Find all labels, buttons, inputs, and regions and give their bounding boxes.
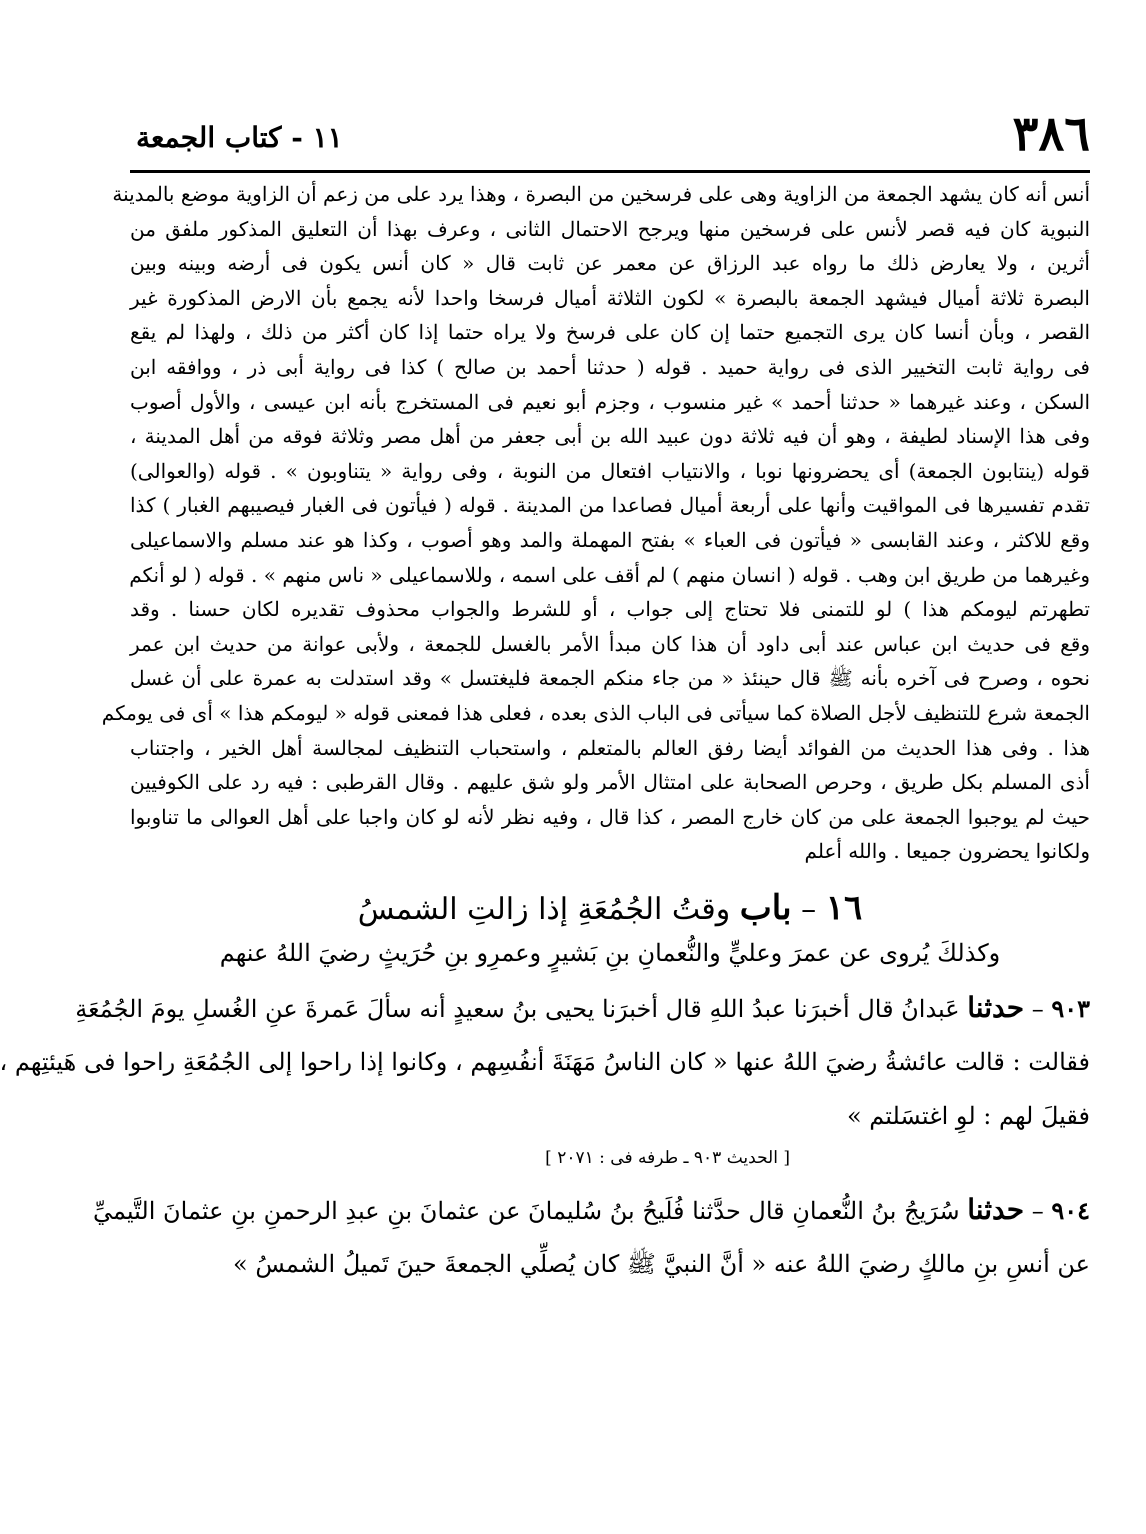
page: [0, 104, 1090, 1504]
page-header: [130, 104, 1090, 173]
running-title: ١١ - كتاب الجمعة: [136, 121, 343, 154]
hadith-line: [93, 1183, 1090, 1237]
chapter-separator: –: [801, 891, 817, 927]
commentary-line: حيث لم يوجبوا الجمعة على من كان خارج المصر ، كذا قال ، وفيه نظر لأنه لو كان واجبا على أهل العوالى ما تناوبوا: [130, 804, 1090, 829]
hadith-footnote: [ الحديث ٩٠٣ ـ طرفه فى : ٢٠٧١ ]: [545, 1147, 790, 1168]
commentary-line: أذى المسلم بكل طريق ، وحرص الصحابة على امتثال الأمر ولو شق عليهم . وقال القرطبى : فيه رد على الكوفيين: [130, 770, 1090, 795]
commentary-line: السكن ، وعند غيرهما « حدثنا أحمد » غير منسوب ، وجزم أبو نعيم فى المستخرج بأنه ابن عيسى ، والأول أصوب: [130, 389, 1090, 414]
haddathana-word: حدثنا: [967, 990, 1025, 1024]
commentary-line: تطهرتم ليومكم هذا ) لو للتمنى فلا تحتاج إلى جواب ، أو للشرط والجواب محذوف تقديره لكان حسنا . وقد: [130, 597, 1090, 622]
commentary-line: نحوه ، وصرح فى آخره بأنه ﷺ قال حينئذ « من جاء منكم الجمعة فليغتسل » وقد استدلت به عمرة على أن غسل: [130, 666, 1090, 691]
commentary-line: وقع للاكثر ، وعند القابسى « فيأتون فى العباء » بفتح المهملة والمد وهو أصوب ، وكذا هو عند مسلم والاسماعيلى: [130, 527, 1090, 552]
commentary-line: قوله (ينتابون الجمعة) أى يحضرونها نوبا ، والانتياب افتعال من النوبة ، وفى رواية « يتناوبون » . قوله (والعوالى): [130, 458, 1090, 483]
hadith-903: [0, 981, 1090, 1173]
commentary-line: وغيرهما من طريق ابن وهب . قوله ( انسان منهم ) لم أقف على اسمه ، وللاسماعيلى « ناس منهم » . قوله ( لو أنكم: [129, 562, 1090, 587]
commentary-block: [101, 177, 1090, 869]
commentary-line: أنس أنه كان يشهد الجمعة من الزاوية وهى على فرسخين من البصرة ، وهذا يرد على من زعم أن الزاوية موضع بالمدينة: [112, 182, 1090, 206]
hadith-line: عن أنسِ بنِ مالكٍ رضيَ اللهُ عنه « أنَّ النبيَّ ﷺ كان يُصلِّي الجمعةَ حينَ تَميلُ الشمسُ »: [233, 1249, 1090, 1278]
hadith-line: فقيلَ لهم : لوِ اغتسَلتم »: [846, 1101, 1090, 1130]
commentary-line: النبوية كان فيه قصر لأنس على فرسخين منها ويرجح الاحتمال الثانى ، وعرف بهذا أن التعليق المذكور ملفق من: [130, 216, 1090, 241]
hadith-904: [93, 1183, 1090, 1291]
hadith-isnad: سُرَيجُ بنُ النُّعمانِ قال حدَّثنا فُلَيحُ بنُ سُليمانَ عن عثمانَ بنِ عبدِ الرحمنِ بنِ عثمانَ التَّيميِّ: [93, 1196, 960, 1225]
hadith-line: [75, 981, 1090, 1035]
page-number: ٣٨٦: [1012, 106, 1090, 162]
chapter-heading: [130, 885, 1090, 931]
hadith-dash: –: [1031, 1196, 1044, 1225]
commentary-line: القصر ، وبأن أنسا كان يرى التجميع حتما إن كان على فرسخ ولا يراه حتما إذا كان أكثر من ذلك ، ولهذا لم يقع: [130, 320, 1090, 345]
commentary-line: هذا . وفى هذا الحديث من الفوائد أيضا رفق العالم بالمتعلم ، واستحباب التنظيف لمجالسة أهل الخير ، واجتناب: [130, 735, 1090, 760]
commentary-line: الجمعة شرع للتنظيف لأجل الصلاة كما سيأتى فى الباب الذى بعده ، فعلى هذا فمعنى قوله « ليومكم هذا » أى فى يومكم: [101, 700, 1090, 725]
commentary-line: وقع فى حديث ابن عباس عند أبى داود أن هذا كان مبدأ الأمر بالغسل للجمعة ، ولأبى عوانة من حديث ابن عمر: [130, 631, 1090, 656]
commentary-line: البصرة ثلاثة أميال فيشهد الجمعة بالبصرة » لكون الثلاثة أميال فرسخا واحدا لأنه يجمع بأن الارض المذكورة غير: [130, 285, 1090, 310]
hadith-line: فقالت : قالت عائشةُ رضيَ اللهُ عنها « كان الناسُ مَهَنَةَ أنفُسِهم ، وكانوا إذا راحوا إلى الجُمُعَةِ راحوا فى هَيئتِهم ،: [0, 1047, 1090, 1076]
hadith-isnad: عَبدانُ قال أخبرَنا عبدُ اللهِ قال أخبرَنا يحيى بنُ سعيدٍ أنه سألَ عَمرةَ عنِ الغُسلِ يومَ الجُمُعَةِ: [75, 994, 960, 1023]
hadith-dash: –: [1031, 994, 1044, 1023]
chapter-bab-label: باب: [739, 887, 792, 928]
commentary-line: أثرين ، ولا يعارض ذلك ما رواه عبد الرزاق عن معمر عن ثابت قال « كان أنس يكون فى أرضه وبينه وبين: [130, 251, 1090, 276]
haddathana-word: حدثنا: [967, 1192, 1025, 1226]
commentary-line: وفى هذا الإسناد لطيفة ، وهو أن فيه ثلاثة دون عبيد الله بن أبى جعفر من أهل مصر وثلاثة فوقه من أهل المدينة ،: [130, 424, 1090, 449]
chapter-subtitle: وكذلكَ يُروى عن عمرَ وعليٍّ والنُّعمانِ بنِ بَشيرٍ وعمرِو بنِ حُرَيثٍ رضيَ اللهُ عنهم: [219, 938, 1001, 967]
commentary-line: تقدم تفسيرها فى المواقيت وأنها على أربعة أميال فصاعدا من المدينة . قوله ( فيأتون فى الغبار فيصيبهم الغبار ) كذا: [130, 493, 1090, 518]
hadith-number: ٩٠٤: [1051, 1195, 1090, 1225]
chapter-title: وقتُ الجُمُعَةِ إذا زالتِ الشمسُ: [357, 891, 731, 927]
commentary-line: ولكانوا يحضرون جميعا . والله أعلم: [804, 839, 1090, 864]
commentary-line: فى رواية ثابت التخيير الذى فى رواية حميد . قوله ( حدثنا أحمد بن صالح ) كذا فى رواية أبى ذر ، ووافقه ابن: [130, 354, 1090, 379]
hadith-number: ٩٠٣: [1051, 993, 1090, 1023]
chapter-number: ١٦: [825, 887, 863, 928]
